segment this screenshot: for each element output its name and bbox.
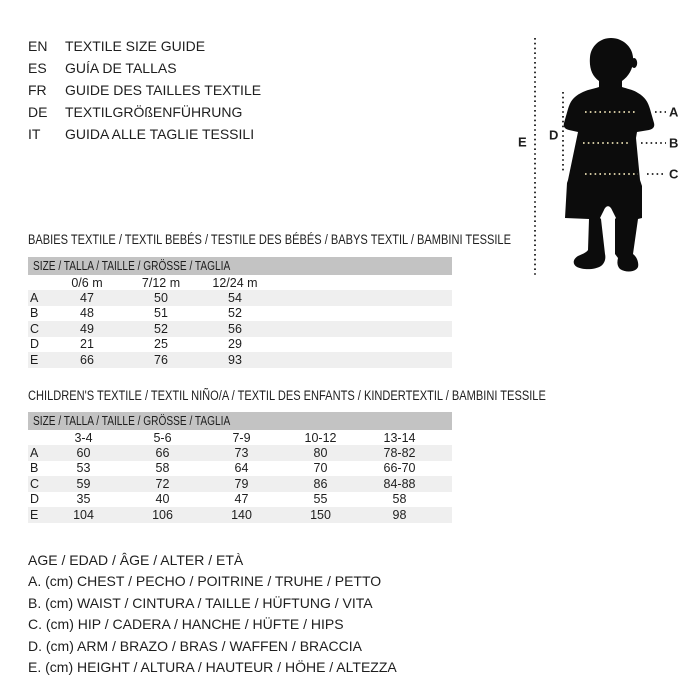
table-row (28, 337, 452, 353)
language-row (28, 79, 261, 101)
language-row (28, 101, 261, 123)
size-value-cell: 52 (228, 306, 242, 321)
size-value-cell: 78-82 (383, 445, 416, 460)
measurement-legend (28, 550, 397, 678)
size-value-cell: 150 (310, 507, 331, 522)
size-value-cell: 55 (313, 492, 328, 507)
row-label: D (30, 492, 40, 507)
language-code: DE (28, 104, 48, 120)
column-header-row (28, 430, 452, 445)
size-value-cell: 54 (228, 290, 242, 305)
table-row (28, 290, 452, 306)
row-label: D (30, 337, 40, 352)
size-value-cell: 47 (234, 492, 249, 507)
row-label: E (30, 352, 39, 367)
row-label: C (30, 476, 40, 491)
size-value-cell: 66 (155, 445, 170, 460)
size-value-cell: 66-70 (383, 461, 416, 476)
row-label: C (30, 321, 40, 336)
size-value-cell: 50 (154, 290, 168, 305)
column-header: 10-12 (304, 430, 337, 445)
column-header: 5-6 (153, 430, 172, 445)
language-list (28, 35, 261, 145)
row-label: E (30, 507, 39, 522)
babies-title: BABIES TEXTILE / TEXTIL BEBÉS / TESTILE DES BÉBÉS / BABYS TEXTIL / BAMBINI TESSILE (28, 232, 511, 247)
language-row (28, 57, 261, 79)
size-value-cell: 25 (154, 337, 168, 352)
child-silhouette-figure (505, 28, 697, 290)
size-value-cell: 73 (234, 445, 249, 460)
size-header-bar: SIZE / TALLA / TAILLE / GRÖSSE / TAGLIA (28, 412, 452, 430)
size-value-cell: 104 (73, 507, 94, 522)
size-value-cell: 35 (76, 492, 91, 507)
size-value-cell: 72 (155, 476, 170, 491)
figure-label-c: C (669, 166, 679, 182)
measurement-figure (505, 28, 697, 290)
table-row (28, 492, 452, 508)
size-value-cell: 80 (313, 445, 328, 460)
children-section (28, 388, 546, 523)
legend-line-hip: C. (cm) HIP / CADERA / HANCHE / HÜFTE / HIPS (28, 616, 344, 633)
column-header: 3-4 (74, 430, 93, 445)
legend-line-chest: A. (cm) CHEST / PECHO / POITRINE / TRUHE / PETTO (28, 573, 382, 590)
figure-label-d: D (549, 127, 559, 143)
language-code: EN (28, 38, 48, 54)
size-value-cell: 53 (76, 461, 91, 476)
language-label: GUIDE DES TAILLES TEXTILE (65, 82, 262, 98)
column-header: 7/12 m (141, 275, 181, 290)
size-value-cell: 76 (154, 352, 168, 367)
size-header-bar: SIZE / TALLA / TAILLE / GRÖSSE / TAGLIA (28, 257, 452, 275)
table-row (28, 445, 452, 461)
size-value-cell: 58 (392, 492, 407, 507)
children-table (28, 412, 452, 523)
language-code: IT (28, 126, 41, 142)
size-value-cell: 106 (152, 507, 173, 522)
size-value-cell: 60 (76, 445, 91, 460)
babies-table (28, 257, 452, 368)
language-row (28, 123, 261, 145)
size-value-cell: 70 (313, 461, 328, 476)
size-value-cell: 47 (80, 290, 94, 305)
babies-section (28, 232, 511, 368)
children-title: CHILDREN'S TEXTILE / TEXTIL NIÑO/A / TEXTIL DES ENFANTS / KINDERTEXTIL / BAMBINI TESSILE (28, 388, 546, 403)
column-header: 7-9 (232, 430, 251, 445)
language-label: GUIDA ALLE TAGLIE TESSILI (65, 126, 255, 142)
legend-line-height: E. (cm) HEIGHT / ALTURA / HAUTEUR / HÖHE / ALTEZZA (28, 658, 397, 675)
language-label: TEXTILE SIZE GUIDE (65, 38, 206, 54)
size-value-cell: 51 (154, 306, 168, 321)
table-row (28, 306, 452, 322)
table-row (28, 507, 452, 523)
language-code: ES (28, 60, 47, 76)
size-value-cell: 86 (313, 476, 328, 491)
table-row (28, 461, 452, 477)
language-code: FR (28, 82, 47, 98)
table-row (28, 352, 452, 368)
language-label: TEXTILGRÖßENFÜHRUNG (65, 104, 243, 120)
size-value-cell: 79 (234, 476, 249, 491)
size-value-cell: 64 (234, 461, 249, 476)
language-row (28, 35, 261, 57)
size-value-cell: 29 (228, 337, 242, 352)
size-value-cell: 21 (80, 337, 94, 352)
legend-line-age: AGE / EDAD / ÂGE / ALTER / ETÀ (28, 552, 244, 568)
figure-label-b: B (669, 135, 679, 151)
row-label: B (30, 461, 39, 476)
column-header-row (28, 275, 452, 290)
column-header: 12/24 m (212, 275, 258, 290)
size-value-cell: 59 (76, 476, 91, 491)
column-header: 13-14 (383, 430, 416, 445)
language-label: GUÍA DE TALLAS (65, 60, 177, 76)
size-value-cell: 98 (392, 507, 407, 522)
size-value-cell: 49 (80, 321, 94, 336)
size-value-cell: 40 (155, 492, 170, 507)
size-value-cell: 84-88 (383, 476, 416, 491)
size-value-cell: 52 (154, 321, 168, 336)
table-row (28, 321, 452, 337)
row-label: B (30, 306, 39, 321)
size-value-cell: 140 (231, 507, 252, 522)
size-value-cell: 93 (228, 352, 242, 367)
row-label: A (30, 290, 39, 305)
row-label: A (30, 445, 39, 460)
legend-line-waist: B. (cm) WAIST / CINTURA / TAILLE / HÜFTUNG / VITA (28, 594, 373, 611)
ear (631, 58, 637, 68)
table-row (28, 476, 452, 492)
figure-label-e: E (518, 134, 527, 150)
child-silhouette (564, 38, 655, 271)
size-value-cell: 56 (228, 321, 242, 336)
legend-line-arm: D. (cm) ARM / BRAZO / BRAS / WAFFEN / BRACCIA (28, 637, 362, 654)
figure-label-a: A (669, 104, 679, 120)
size-value-cell: 48 (80, 306, 94, 321)
size-value-cell: 58 (155, 461, 170, 476)
size-value-cell: 66 (80, 352, 94, 367)
column-header: 0/6 m (71, 275, 103, 290)
